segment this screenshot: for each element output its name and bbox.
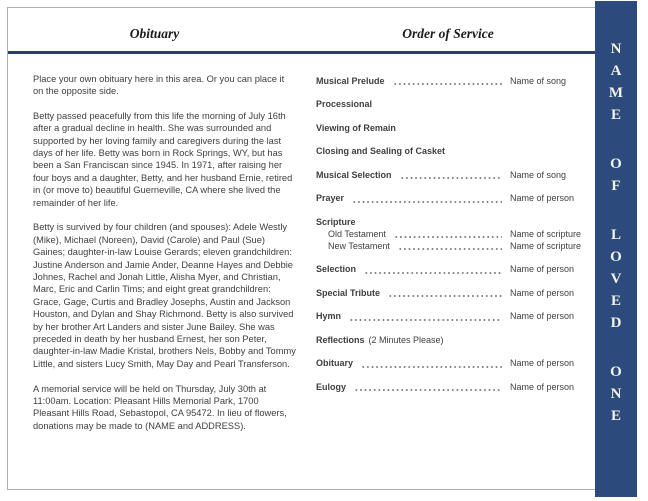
service-item-label: Scripture	[316, 216, 356, 227]
service-item-value: Name of scripture	[510, 228, 582, 239]
service-item-hymn	[316, 310, 586, 322]
sidebar-letter: O	[610, 249, 622, 265]
service-item-scripture	[316, 216, 586, 228]
service-item-reflections	[316, 334, 586, 346]
sidebar-letter: D	[610, 315, 622, 331]
obituary-paragraph: Betty passed peacefully from this life the morning of July 16th after a gradual decline in health. She was surrounded and supported by her loving family and caregivers during the last days of her life. Betty was born in Rock Springs, WY, but has been a San Franciscan since 1945. In 1971, after raising her four boys and a daughter, Betty, and her husband Ernie, retired in (or move to) beautiful Guerneville, CA where she lived the remainder of her life.	[33, 110, 293, 208]
service-item-value: Name of song	[510, 169, 567, 180]
dotted-leader	[400, 170, 502, 180]
sidebar-letter: E	[610, 107, 621, 123]
obituary-paragraph: A memorial service will be held on Thursday, July 30th at 11:00am. Location: Pleasant Hills Memorial Park, 1700 Pleasant Hills Road, Sebastopol, CA 95472. In lieu of flowers, donations may be made to (NAME and ADDRESS).	[33, 383, 287, 431]
service-item-value: Name of person	[510, 311, 575, 321]
service-item-new-testament	[316, 240, 586, 252]
dotted-leader	[352, 193, 502, 203]
service-item-value: Name of person	[510, 264, 575, 274]
dotted-leader	[388, 288, 502, 298]
sidebar-letter: F	[611, 178, 621, 194]
service-item-value: Name of person	[510, 381, 575, 392]
service-item-value: Name of scripture	[510, 240, 582, 251]
service-item-label: Reflections	[316, 334, 365, 345]
service-item-value: Name of person	[510, 358, 575, 368]
service-item-viewing-of-remain	[316, 122, 586, 134]
service-item-value: Name of person	[510, 193, 575, 203]
service-item-old-testament	[316, 228, 586, 240]
service-item-label: Obituary	[316, 358, 354, 368]
obituary-paragraph: Betty is survived by four children (and spouses): Adele Westly (Mike), Michael (Noreen), David (Carole) and Paul (Sue) Gaines; daughter-in-law Louise Gerards; eleven grandchildren: Justine Anderson and Jamie Ander, Deanne Hayes and Debbie Johnes, Rachel and Jonah Little, Alisha Myer, and Christian, Marc, Eric and Carlin Tims; and eight great grandchildren: Grace, Gage, Curtis and Bradley Josephs, Austin and Jackson Houston, and Dylan and Shay Richmond. Betty is also survived by her brother Art Landers and sister June Bailey. She was preceded in death by her husband Ernest, her son Peter, daughter-in-law Madie Kristal, brothers Nels, Bobby and Tommy Little, and sisters Lucy Smith, May Day and Pearl Transferson.	[33, 222, 296, 369]
service-item-label: Processional	[316, 99, 373, 109]
service-item-label: Special Tribute	[316, 287, 381, 298]
service-item-note: (2 Minutes Please)	[368, 334, 444, 345]
sidebar-letter: E	[610, 293, 621, 309]
service-item-label: Eulogy	[316, 381, 347, 392]
service-item-eulogy	[316, 381, 586, 393]
sidebar-letter: N	[610, 41, 622, 57]
service-item-label: Prayer	[316, 193, 345, 203]
service-item-closing-sealing-casket	[316, 145, 586, 157]
service-item-label: Musical Selection	[316, 169, 392, 180]
service-item-label: Closing and Sealing of Casket	[316, 146, 446, 156]
service-item-processional	[316, 98, 586, 110]
service-item-label: New Testament	[328, 240, 390, 251]
service-item-label: Viewing of Remain	[316, 122, 396, 133]
sidebar-letter: M	[608, 85, 624, 101]
dotted-leader	[361, 358, 502, 368]
service-item-value: Name of song	[510, 75, 567, 86]
content-columns	[8, 54, 635, 445]
loved-one-name-sidebar	[595, 1, 637, 497]
service-item-value: Name of person	[510, 287, 575, 298]
sidebar-letter: V	[610, 271, 622, 287]
dotted-leader	[393, 76, 502, 86]
program-card	[7, 7, 636, 490]
order-of-service-column	[316, 75, 586, 445]
sidebar-letter: O	[610, 156, 622, 172]
sidebar-letter: A	[610, 63, 622, 79]
obituary-column	[33, 73, 296, 445]
obituary-header: Obituary	[129, 26, 180, 41]
service-item-obituary	[316, 357, 586, 369]
header-row	[8, 8, 635, 44]
service-item-label: Hymn	[316, 311, 342, 321]
service-item-label: Selection	[316, 264, 357, 274]
dotted-leader	[354, 382, 502, 392]
sidebar-letter: N	[610, 386, 622, 402]
service-item-selection	[316, 263, 586, 275]
service-item-label: Musical Prelude	[316, 75, 385, 86]
sidebar-letter: L	[610, 227, 621, 243]
dotted-leader	[394, 229, 502, 239]
service-item-special-tribute	[316, 287, 586, 299]
service-item-musical-prelude	[316, 75, 586, 87]
order-of-service-header: Order of Service	[402, 26, 494, 41]
service-item-musical-selection	[316, 169, 586, 181]
dotted-leader	[364, 264, 502, 274]
service-item-prayer	[316, 192, 586, 204]
sidebar-letter: O	[610, 364, 622, 380]
dotted-leader	[398, 241, 502, 251]
obituary-paragraph: Place your own obituary here in this area. Or you can place it on the opposite side.	[33, 73, 285, 96]
dotted-leader	[349, 311, 502, 321]
service-item-label: Old Testament	[328, 228, 386, 239]
sidebar-letter: E	[610, 408, 621, 424]
